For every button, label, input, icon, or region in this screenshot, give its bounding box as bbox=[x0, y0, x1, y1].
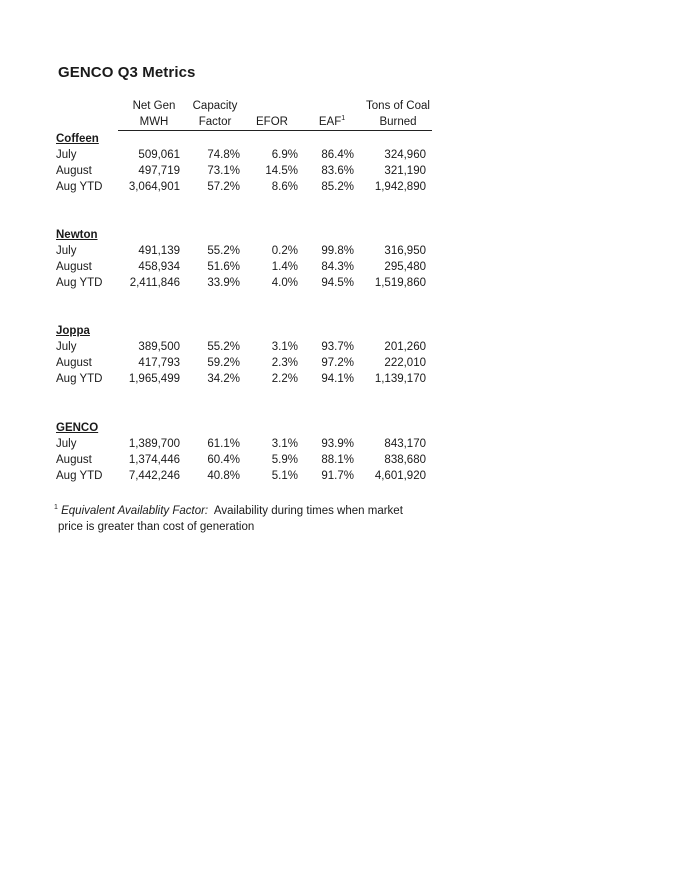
row-label: Aug YTD bbox=[56, 277, 103, 289]
capacity-factor-value: 59.2% bbox=[207, 357, 240, 369]
header-capacity-factor bbox=[185, 98, 245, 130]
eaf-value: 88.1% bbox=[321, 454, 354, 466]
efor-value: 3.1% bbox=[271, 438, 298, 450]
capacity-factor-value: 33.9% bbox=[207, 277, 240, 289]
header-net-gen-line2: MWH bbox=[139, 116, 169, 128]
table-row bbox=[56, 179, 436, 195]
capacity-factor-value: 40.8% bbox=[207, 470, 240, 482]
eaf-value: 99.8% bbox=[321, 245, 354, 257]
net-gen-value: 1,965,499 bbox=[128, 373, 180, 385]
capacity-factor-value: 74.8% bbox=[207, 149, 240, 161]
net-gen-value: 3,064,901 bbox=[128, 181, 180, 193]
footnote-text-2: price is greater than cost of generation bbox=[58, 521, 255, 533]
efor-value: 2.3% bbox=[271, 357, 298, 369]
header-capacity-line2: Factor bbox=[198, 116, 232, 128]
eaf-value: 93.9% bbox=[321, 438, 354, 450]
table-row bbox=[56, 468, 436, 484]
coal-value: 1,942,890 bbox=[374, 181, 426, 193]
eaf-value: 86.4% bbox=[321, 149, 354, 161]
efor-value: 2.2% bbox=[271, 373, 298, 385]
efor-value: 5.1% bbox=[271, 470, 298, 482]
net-gen-value: 509,061 bbox=[138, 149, 180, 161]
plant-block-newton bbox=[56, 227, 436, 291]
eaf-value: 94.5% bbox=[321, 277, 354, 289]
footnote-mark: 1 bbox=[54, 504, 58, 512]
table-row bbox=[56, 243, 436, 259]
row-label: July bbox=[56, 149, 77, 161]
capacity-factor-value: 55.2% bbox=[207, 341, 240, 353]
coal-value: 316,950 bbox=[384, 245, 426, 257]
net-gen-value: 1,374,446 bbox=[128, 454, 180, 466]
coal-value: 295,480 bbox=[384, 261, 426, 273]
header-net-gen-line1: Net Gen bbox=[132, 100, 176, 112]
table-row bbox=[56, 452, 436, 468]
capacity-factor-value: 51.6% bbox=[207, 261, 240, 273]
eaf-value: 85.2% bbox=[321, 181, 354, 193]
table-row bbox=[56, 163, 436, 179]
capacity-factor-value: 73.1% bbox=[207, 165, 240, 177]
eaf-value: 83.6% bbox=[321, 165, 354, 177]
row-label: August bbox=[56, 357, 92, 369]
coal-value: 843,170 bbox=[384, 438, 426, 450]
net-gen-value: 417,793 bbox=[138, 357, 180, 369]
header-coal-line2: Burned bbox=[379, 116, 417, 128]
net-gen-value: 389,500 bbox=[138, 341, 180, 353]
coal-value: 4,601,920 bbox=[374, 470, 426, 482]
header-efor: EFOR bbox=[256, 116, 288, 128]
capacity-factor-value: 57.2% bbox=[207, 181, 240, 193]
net-gen-value: 7,442,246 bbox=[128, 470, 180, 482]
row-label: Aug YTD bbox=[56, 470, 103, 482]
plant-block-coffeen bbox=[56, 131, 436, 195]
header-eaf-label: EAF bbox=[318, 116, 342, 128]
header-coal-line1: Tons of Coal bbox=[366, 100, 430, 112]
eaf-value: 91.7% bbox=[321, 470, 354, 482]
eaf-value: 93.7% bbox=[321, 341, 354, 353]
table-row bbox=[56, 371, 436, 387]
capacity-factor-value: 34.2% bbox=[207, 373, 240, 385]
table-row bbox=[56, 259, 436, 275]
row-label: July bbox=[56, 438, 77, 450]
coal-value: 321,190 bbox=[384, 165, 426, 177]
plant-name: Newton bbox=[56, 229, 98, 241]
footnote-line-2 bbox=[54, 519, 434, 535]
table-row bbox=[56, 147, 436, 163]
row-label: August bbox=[56, 261, 92, 273]
header-net-gen bbox=[124, 98, 184, 130]
row-label: Aug YTD bbox=[56, 373, 103, 385]
net-gen-value: 2,411,846 bbox=[129, 277, 180, 289]
row-label: August bbox=[56, 165, 92, 177]
table-row bbox=[56, 355, 436, 371]
footnote-term: Equivalent Availablity Factor: bbox=[61, 505, 209, 517]
capacity-factor-value: 61.1% bbox=[207, 438, 240, 450]
capacity-factor-value: 60.4% bbox=[207, 454, 240, 466]
table-row bbox=[56, 436, 436, 452]
coal-value: 324,960 bbox=[384, 149, 426, 161]
net-gen-value: 491,139 bbox=[138, 245, 180, 257]
eaf-value: 97.2% bbox=[321, 357, 354, 369]
efor-value: 8.6% bbox=[271, 181, 298, 193]
table-row bbox=[56, 339, 436, 355]
efor-value: 0.2% bbox=[271, 245, 298, 257]
coal-value: 222,010 bbox=[384, 357, 426, 369]
footnote-text-1: Availability during times when market bbox=[213, 505, 403, 517]
plant-name: GENCO bbox=[56, 422, 99, 434]
plant-name: Coffeen bbox=[56, 133, 99, 145]
efor-value: 6.9% bbox=[271, 149, 298, 161]
coal-value: 1,139,170 bbox=[374, 373, 426, 385]
net-gen-value: 497,719 bbox=[138, 165, 180, 177]
footnote-line-1 bbox=[54, 503, 434, 519]
page-title: GENCO Q3 Metrics bbox=[58, 64, 196, 81]
plant-name: Joppa bbox=[56, 325, 90, 337]
table-row bbox=[56, 275, 436, 291]
efor-value: 14.5% bbox=[265, 165, 298, 177]
efor-value: 4.0% bbox=[271, 277, 298, 289]
eaf-value: 94.1% bbox=[321, 373, 354, 385]
plant-block-genco bbox=[56, 420, 436, 484]
header-eaf bbox=[312, 114, 352, 130]
header-capacity-line1: Capacity bbox=[192, 100, 238, 112]
footnote bbox=[54, 503, 434, 535]
net-gen-value: 458,934 bbox=[138, 261, 180, 273]
header-eaf-footnote-mark: 1 bbox=[341, 115, 346, 123]
row-label: July bbox=[56, 341, 77, 353]
efor-value: 3.1% bbox=[271, 341, 298, 353]
plant-block-joppa bbox=[56, 323, 436, 387]
row-label: July bbox=[56, 245, 77, 257]
coal-value: 1,519,860 bbox=[374, 277, 426, 289]
coal-value: 201,260 bbox=[384, 341, 426, 353]
coal-value: 838,680 bbox=[384, 454, 426, 466]
header-tons-of-coal bbox=[360, 98, 436, 130]
efor-value: 5.9% bbox=[271, 454, 298, 466]
efor-value: 1.4% bbox=[271, 261, 298, 273]
eaf-value: 84.3% bbox=[321, 261, 354, 273]
row-label: Aug YTD bbox=[56, 181, 103, 193]
capacity-factor-value: 55.2% bbox=[207, 245, 240, 257]
row-label: August bbox=[56, 454, 92, 466]
net-gen-value: 1,389,700 bbox=[128, 438, 180, 450]
